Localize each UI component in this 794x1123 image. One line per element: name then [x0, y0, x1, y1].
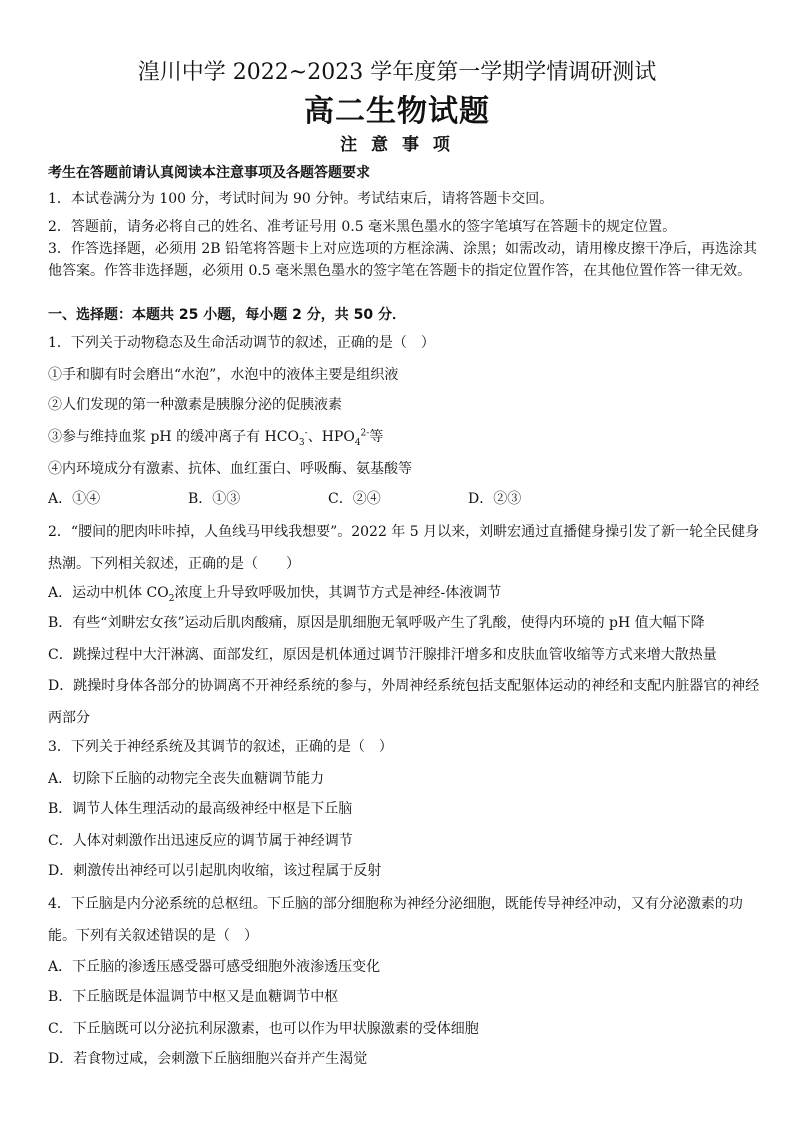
question-3-option-d: D．刺激传出神经可以引起肌肉收缩，该过程属于反射	[48, 863, 382, 879]
instruction-item-1: 1．本试卷满分为 100 分，考试时间为 90 分钟。考试结束后，请将答题卡交回。	[48, 191, 554, 207]
question-2-option-b: B．有些“刘畊宏女孩”运动后肌肉酸痛，原因是肌细胞无氧呼吸产生了乳酸，使得内环境的 pH 值大幅下降	[48, 615, 705, 631]
superscript: -	[304, 428, 308, 439]
question-4-option-c: C．下丘脑既可以分泌抗利尿激素，也可以作为甲状腺激素的受体细胞	[48, 1021, 479, 1037]
statement-3-text: 、HPO	[307, 429, 355, 445]
question-4-option-b: B．下丘脑既是体温调节中枢又是血糖调节中枢	[48, 989, 339, 1005]
option-a-text: A．运动中机体 CO	[48, 585, 169, 601]
statement-3-text: ③参与维持血浆 pH 的缓冲离子有 HCO	[48, 429, 299, 445]
question-2-option-a	[48, 584, 764, 602]
question-1-statement-4: ④内环境成分有激素、抗体、血红蛋白、呼吸酶、氨基酸等	[48, 461, 412, 477]
section-heading: 一、选择题：本题共 25 小题，每小题 2 分，共 50 分．	[48, 307, 406, 323]
option-d: D．②③	[468, 491, 522, 507]
option-a-text: 浓度上升导致呼吸加快，其调节方式是神经-体液调节	[174, 585, 502, 601]
school-exam-title: 湟川中学 2022~2023 学年度第一学期学情调研测试	[137, 60, 657, 85]
question-1-options	[48, 490, 764, 508]
option-a: A．①④	[48, 491, 101, 507]
question-1-stem: 1．下列关于动物稳态及生命活动调节的叙述，正确的是（ ）	[48, 335, 435, 351]
instructions-intro: 考生在答题前请认真阅读本注意事项及各题答题要求	[48, 165, 370, 181]
subscript: 3	[298, 437, 305, 448]
question-4-option-a: A．下丘脑的渗透压感受器可感受细胞外液渗透压变化	[48, 959, 381, 975]
question-1-statement-1: ①手和脚有时会磨出“水泡”，水泡中的液体主要是组织液	[48, 367, 399, 383]
instruction-item-2: 2．答题前，请务必将自己的姓名、准考证号用 0.5 毫米黑色墨水的签字笔填写在答题卡的规定位置。	[48, 219, 677, 235]
question-1-statement-3	[48, 428, 764, 446]
option-c: C．②④	[328, 491, 381, 507]
question-3-option-c: C．人体对刺激作出迅速反应的调节属于神经调节	[48, 833, 353, 849]
instruction-item-3: 3．作答选择题，必须用 2B 铅笔将答题卡上对应选项的方框涂满、涂黑；如需改动，请用橡皮擦干净后，再选涂其他答案。作答非选择题，必须用 0.5 毫米黑色墨水的签字笔在答题卡的指定位置作答，在其他位置作答一律无效。	[48, 241, 757, 279]
question-2-option-d: D．跳操时身体各部分的协调离不开神经系统的参与，外周神经系统包括支配躯体运动的神经和支配内脏器官的神经两部分	[48, 678, 760, 726]
question-1-statement-2: ②人们发现的第一种激素是胰腺分泌的促胰液素	[48, 397, 342, 413]
question-3-option-b: B．调节人体生理活动的最高级神经中枢是下丘脑	[48, 801, 353, 817]
paper-title: 高二生物试题	[304, 94, 490, 129]
question-3-option-a: A．切除下丘脑的动物完全丧失血糖调节能力	[48, 771, 325, 787]
option-b: B．①③	[188, 491, 241, 507]
subscript: 4	[354, 437, 361, 448]
superscript: 2-	[360, 428, 370, 439]
subscript: 2	[168, 593, 175, 604]
statement-3-text: 等	[369, 429, 384, 445]
question-3-stem: 3．下列关于神经系统及其调节的叙述，正确的是（ ）	[48, 739, 393, 755]
notice-heading: 注 意 事 项	[340, 135, 454, 155]
question-2-stem: 2．“腰间的肥肉咔咔掉，人鱼线马甲线我想要”。2022 年 5 月以来，刘畊宏通过直播健身操引发了新一轮全民健身热潮。下列相关叙述，正确的是（ ）	[48, 524, 760, 572]
question-4-stem: 4．下丘脑是内分泌系统的总枢纽。下丘脑的部分细胞称为神经分泌细胞，既能传导神经冲动，又有分泌激素的功能。下列有关叙述错误的是（ ）	[48, 896, 743, 944]
question-2-option-c: C．跳操过程中大汗淋漓、面部发红，原因是机体通过调节汗腺排汗增多和皮肤血管收缩等方式来增大散热量	[48, 647, 717, 663]
question-4-option-d: D．若食物过咸，会刺激下丘脑细胞兴奋并产生渴觉	[48, 1051, 368, 1067]
